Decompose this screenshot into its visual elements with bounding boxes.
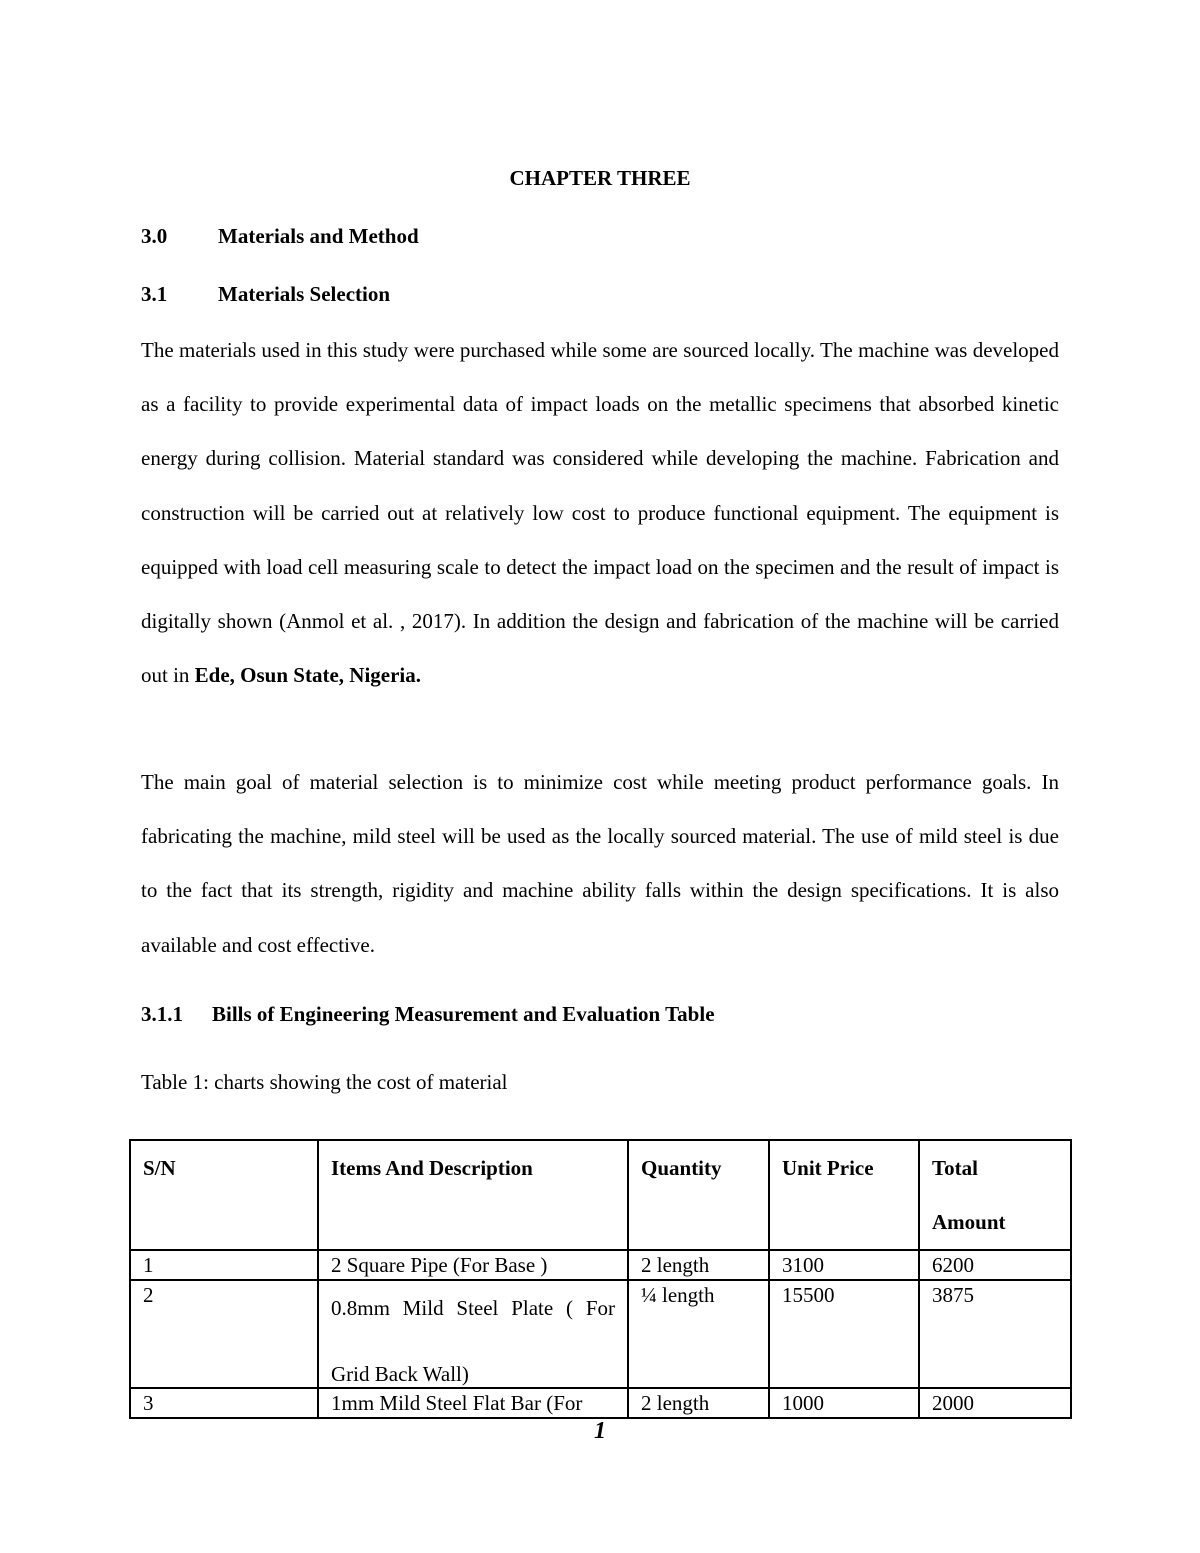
cell-unit-price: 3100 [769,1250,919,1280]
section-heading-3-1-1 [141,1002,715,1027]
chapter-title: CHAPTER THREE [509,166,691,190]
section-number: 3.1.1 [141,1002,183,1026]
cell-sn: 1 [130,1250,318,1280]
cell-item-line: Grid Back Wall) [331,1362,469,1386]
cell-item-line: 0.8mm Mild Steel Plate ( For [331,1296,615,1320]
cell-total: 6200 [919,1250,1071,1280]
table-caption: Table 1: charts showing the cost of material [141,1070,508,1094]
cell-quantity: 2 length [628,1388,769,1418]
table-row [130,1388,1071,1418]
cost-table [129,1139,1072,1419]
header-items: Items And Description [318,1140,628,1250]
cell-unit-price: 1000 [769,1388,919,1418]
header-total-amount: Total Amount [919,1140,1071,1250]
cell-total: 3875 [919,1280,1071,1388]
paragraph-text: The main goal of material selection is to minimize cost while meeting product performance goals. In fabricating the machine, mild steel will be used as the locally sourced material. The use of mild steel is due to the fact that its strength, rigidity and machine ability falls within the design specifications. It is also available and cost effective. [141,770,1059,957]
section-heading-3-0 [141,224,419,249]
paragraph-text: The materials used in this study were purchased while some are sourced locally. The machine was developed as a facility to provide experimental data of impact loads on the metallic specimens that absorbed kinetic energy during collision. Material standard was considered while developing the machine. Fabrication and construction will be carried out at relatively low cost to produce functional equipment. The equipment is equipped with load cell measuring scale to detect the impact load on the specimen and the result of impact is digitally shown (Anmol et al. , 2017). In addition the design and fabrication of the machine will be carried out in [141,338,1059,688]
section-number: 3.1 [141,282,168,306]
section-number: 3.0 [141,224,168,248]
cell-unit-price: 15500 [769,1280,919,1388]
section-title: Materials and Method [218,224,419,248]
section-title: Bills of Engineering Measurement and Evaluation Table [212,1002,715,1026]
table-row [130,1280,1071,1388]
page-number: 1 [594,1418,606,1444]
location-bold: Ede, Osun State, Nigeria. [194,663,422,688]
paragraph-materials-selection [141,323,1059,702]
table-row [130,1250,1071,1280]
cell-quantity: ¼ length [628,1280,769,1388]
header-sn: S/N [130,1140,318,1250]
cell-item: 2 Square Pipe (For Base ) [318,1250,628,1280]
cell-sn: 2 [130,1280,318,1388]
header-quantity: Quantity [628,1140,769,1250]
paragraph-material-goal [141,755,1059,972]
cell-total: 2000 [919,1388,1071,1418]
header-unit-price: Unit Price [769,1140,919,1250]
cell-item: 1mm Mild Steel Flat Bar (For [318,1388,628,1418]
section-heading-3-1 [141,282,390,307]
cell-quantity: 2 length [628,1250,769,1280]
cell-sn: 3 [130,1388,318,1418]
section-title: Materials Selection [218,282,391,306]
cell-item [318,1280,628,1388]
table-header-row [130,1140,1071,1250]
